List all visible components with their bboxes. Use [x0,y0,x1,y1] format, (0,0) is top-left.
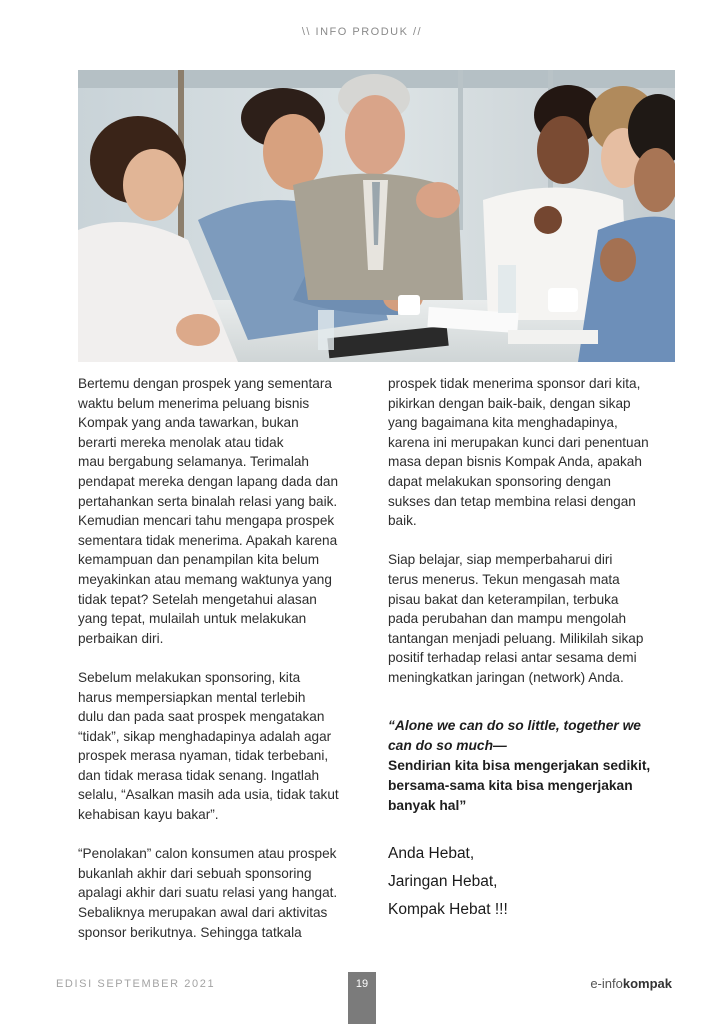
left-paragraph-3: “Penolakan” calon konsumen atau prospek bukanlah akhir dari sebuah sponsoring apalagi akhir dari suatu relasi yang hangat. Sebaliknya merupakan awal dari aktivitas sponsor berikutnya. Sehingga tatkala [78,846,338,940]
right-paragraph-1: prospek tidak menerima sponsor dari kita, pikirkan dengan baik-baik, dengan sikap yang bagaimana kita menghadapinya, karena ini merupakan kunci dari penentuan masa depan bisnis Kompak Anda, apakah dapat melakukan sponsoring dengan sukses dan tetap membina relasi dengan baik. [388,376,649,529]
left-column [78,374,368,962]
section-header: \\ INFO PRODUK // [301,26,423,38]
page-number: 19 [348,972,376,1024]
quote-block [388,716,678,816]
right-column [388,374,678,924]
brand-prefix: e-info [590,976,623,991]
closing-line-2: Jaringan Hebat, [388,872,498,890]
left-paragraph-2: Sebelum melakukan sponsoring, kita harus mempersiapkan mental terlebih dulu dan pada saat prospek mengatakan “tidak”, sikap menghadapinya adalah agar prospek merasa nyaman, tidak terbebani, dan tidak merasa tidak senang. Ingatlah selalu, “Asalkan masih ada usia, tidak takut kehabisan kayu bakar”. [78,669,339,823]
edition-label: EDISI SEPTEMBER 2021 [56,978,216,990]
closing-lines [388,840,678,924]
meeting-photo [78,70,675,362]
closing-line-1: Anda Hebat, [388,844,475,862]
quote-english: “Alone we can do so little, together we can do so much— [388,717,641,753]
left-paragraph-1: Bertemu dengan prospek yang sementara waktu belum menerima peluang bisnis Kompak yang anda tawarkan, bukan berarti mereka menolak atau tidak mau bergabung selamanya. Terimalah pendapat mereka dengan lapang dada dan pertahankan serta binalah relasi yang baik. Kemudian mencari tahu mengapa prospek sementara tidak menerima. Apakah karena kemampuan dan penampilan kita belum meyakinkan atau memang waktunya yang tidak tepat? Setelah mengetahui alasan yang tepat, mulailah untuk melakukan perbaikan diri. [78,376,339,646]
right-paragraph-2: Siap belajar, siap memperbaharui diri terus menerus. Tekun mengasah mata pisau bakat dan keterampilan, terbuka pada perubahan dan mampu mengolah tantangan menjadi peluang. Milikilah sikap positif terhadap relasi antar sesama demi meningkatkan jaringan (network) Anda. [388,552,644,685]
closing-line-3: Kompak Hebat !!! [388,900,508,918]
brand-logo [590,976,672,991]
quote-indonesian: Sendirian kita bisa mengerjakan sedikit, bersama-sama kita bisa mengerjakan banyak hal” [388,757,651,813]
brand-bold: kompak [622,976,672,991]
